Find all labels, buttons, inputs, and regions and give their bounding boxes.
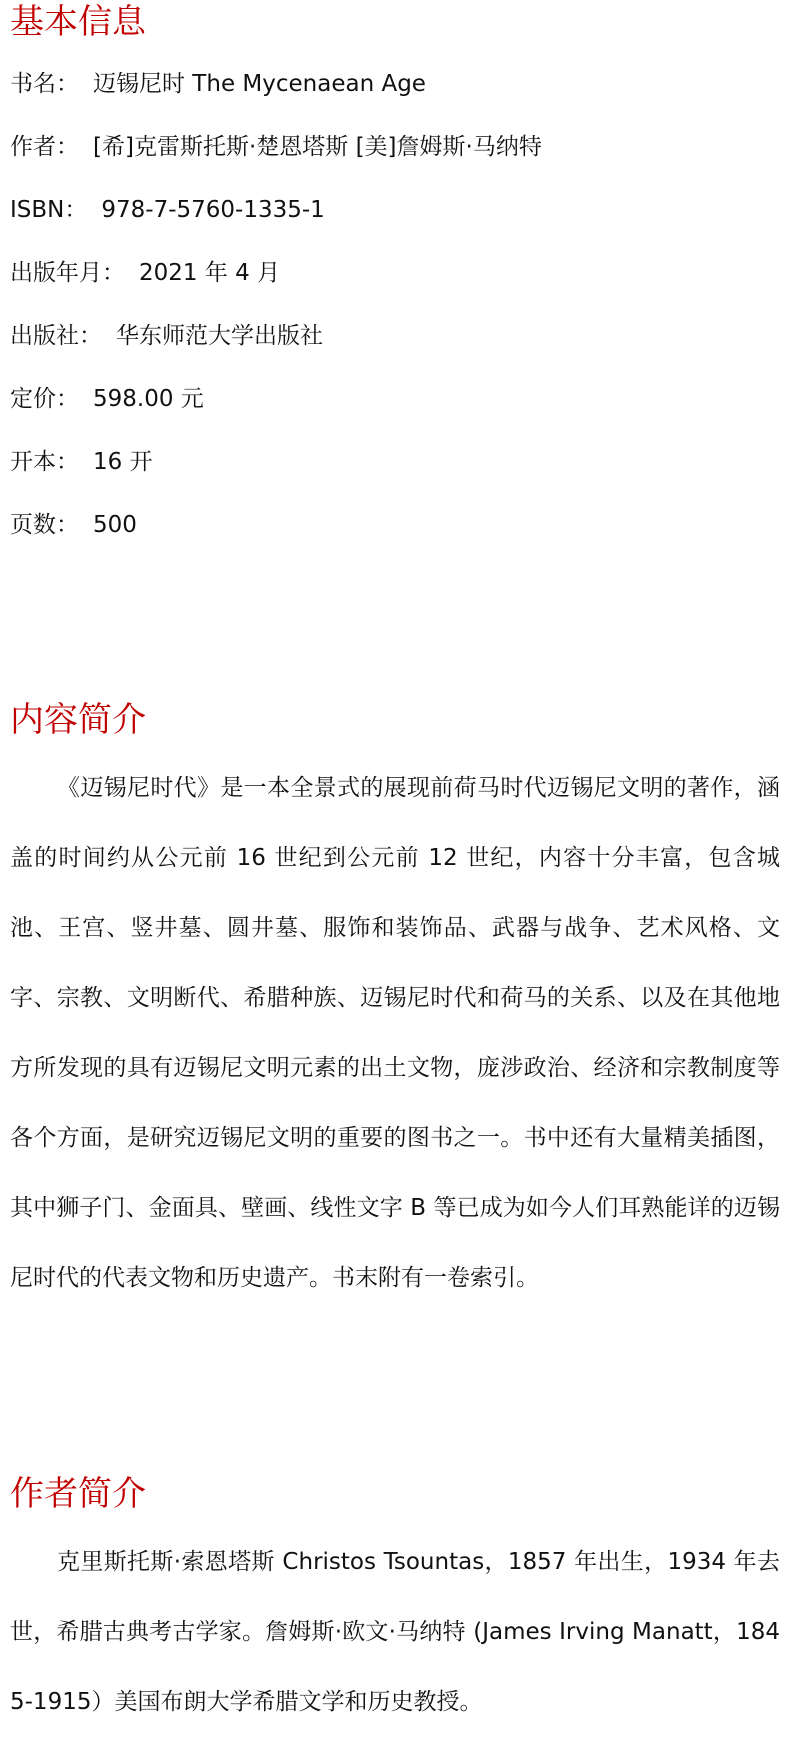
info-value: 迈锡尼时 The Mycenaean Age (93, 71, 426, 97)
info-row-title (10, 67, 426, 101)
info-label: 书名： (10, 71, 79, 97)
content-intro-text: 《迈锡尼时代》是一本全景式的展现前荷马时代迈锡尼文明的著作，涵盖的时间约从公元前 16 世纪到公元前 12 世纪，内容十分丰富，包含城池、王宫、竖井墓、圆井墓、服饰和装饰品、武器与战争、艺术风格、文字、宗教、文明断代、希腊种族、迈锡尼时代和荷马的关系、以及在其他地方所发现的具有迈锡尼文明元素的出土文物，庞涉政治、经济和宗教制度等各个方面，是研究迈锡尼文明的重要的图书之一。书中还有大量精美插图，其中狮子门、金面具、壁画、线性文字 B 等已成为如今人们耳熟能详的迈锡尼时代的代表文物和历史遗产。书末附有一卷索引。 (10, 775, 780, 1291)
info-label: 出版社： (10, 323, 102, 349)
info-label: ISBN： (10, 197, 88, 223)
info-row-format (10, 445, 153, 479)
info-row-publish-date (10, 256, 280, 290)
info-value: 华东师范大学出版社 (116, 323, 323, 349)
info-label: 定价： (10, 386, 79, 412)
info-label: 页数： (10, 512, 79, 538)
info-row-price (10, 382, 204, 416)
info-row-isbn (10, 193, 325, 227)
info-value: 16 开 (93, 449, 153, 475)
info-label: 开本： (10, 449, 79, 475)
info-value: 2021 年 4 月 (139, 260, 281, 286)
author-intro-heading: 作者简介 (10, 1474, 146, 1514)
info-row-publisher (10, 319, 323, 353)
info-value: 978-7-5760-1335-1 (101, 197, 325, 223)
basic-info-heading: 基本信息 (10, 2, 146, 42)
info-label: 出版年月： (10, 260, 125, 286)
info-value: 500 (93, 512, 137, 538)
info-label: 作者： (10, 134, 79, 160)
info-value: 598.00 元 (93, 386, 204, 412)
content-intro-heading: 内容简介 (10, 700, 146, 740)
info-value: [希]克雷斯托斯·楚恩塔斯 [美]詹姆斯·马纳特 (93, 134, 542, 160)
info-row-pages (10, 508, 137, 542)
author-intro-text: 克里斯托斯·索恩塔斯 Christos Tsountas，1857 年出生，1934 年去世，希腊古典考古学家。詹姆斯·欧文·马纳特 (James Irving Manatt，1845-1915）美国布朗大学希腊文学和历史教授。 (10, 1549, 780, 1715)
info-row-author (10, 130, 542, 164)
